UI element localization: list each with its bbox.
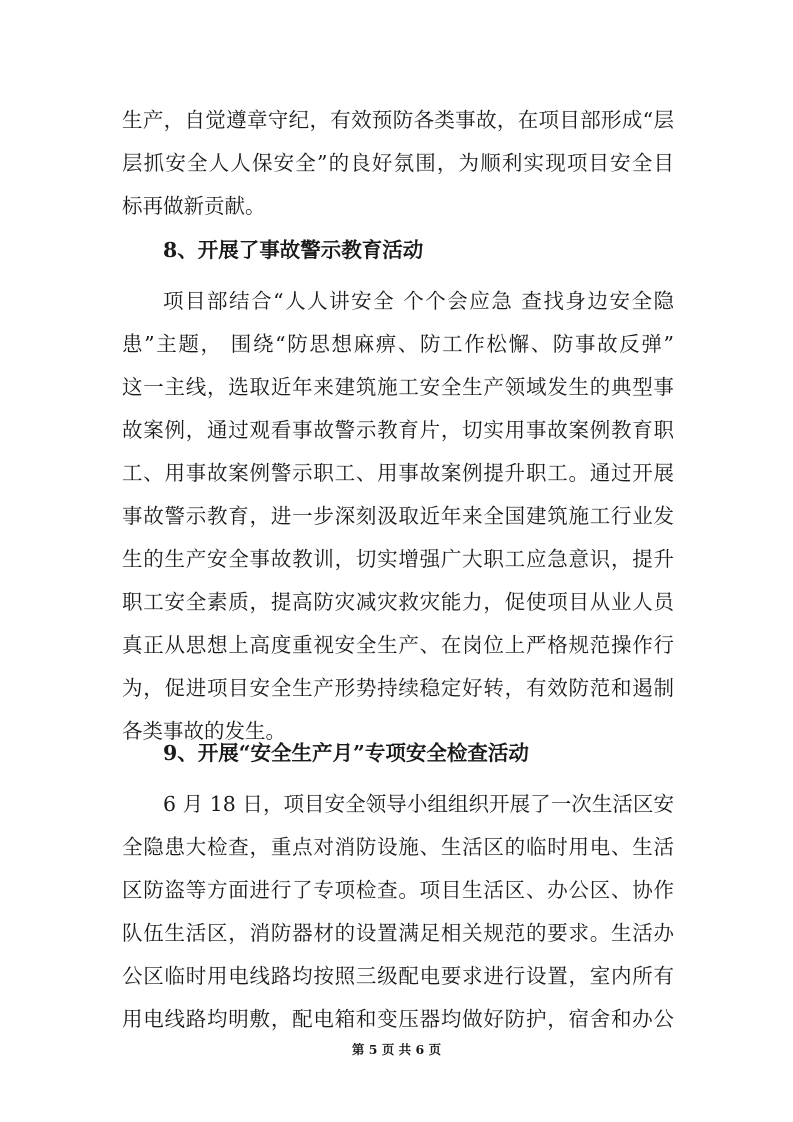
- paragraph-line: 这一主线，选取近年来建筑施工安全生产领域发生的典型事: [122, 375, 674, 399]
- paragraph-line: 生产，自觉遵章守纪，有效预防各类事故，在项目部形成“层: [122, 108, 674, 132]
- paragraph-line: 故案例，通过观看事故警示教育片，切实用事故案例教育职: [122, 418, 674, 442]
- paragraph-line: 全隐患大检查，重点对消防设施、生活区的临时用电、生活: [122, 835, 674, 859]
- paragraph-line: 生的生产安全事故教训，切实增强广大职工应急意识，提升: [122, 547, 674, 571]
- paragraph-line: 用电线路均明敷，配电箱和变压器均做好防护，宿舍和办公: [122, 1007, 674, 1031]
- paragraph-line: 区防盗等方面进行了专项检查。项目生活区、办公区、协作: [122, 878, 674, 902]
- paragraph-line: 各类事故的发生。: [122, 719, 286, 743]
- paragraph-line: 为，促进项目安全生产形势持续稳定好转，有效防范和遏制: [122, 676, 674, 700]
- paragraph-line: 6 月 18 日，项目安全领导小组组织开展了一次生活区安: [163, 792, 674, 816]
- page-number-footer: 第 5 页 共 6 页: [351, 1042, 442, 1057]
- paragraph-line: 标再做新贡献。: [122, 194, 266, 218]
- paragraph-line: 事故警示教育，进一步深刻汲取近年来全国建筑施工行业发: [122, 504, 674, 528]
- paragraph-line: 项目部结合“人人讲安全 个个会应急 查找身边安全隐: [163, 289, 674, 313]
- section-8-heading: 8、开展了事故警示教育活动: [163, 238, 424, 262]
- paragraph-line: 层抓安全人人保安全”的良好氛围，为顺利实现项目安全目: [122, 151, 674, 175]
- paragraph-line: 工、用事故案例警示职工、用事故案例提升职工。通过开展: [122, 461, 674, 485]
- paragraph-line: 职工安全素质，提高防灾减灾救灾能力，促使项目从业人员: [122, 590, 674, 614]
- paragraph-line: 公区临时用电线路均按照三级配电要求进行设置，室内所有: [122, 964, 674, 988]
- paragraph-line: 真正从思想上高度重视安全生产、在岗位上严格规范操作行: [122, 633, 674, 657]
- paragraph-line: 队伍生活区，消防器材的设置满足相关规范的要求。生活办: [122, 921, 674, 945]
- section-9-heading: 9、开展“安全生产月”专项安全检查活动: [163, 741, 529, 765]
- paragraph-line: 患”主题， 围绕“防思想麻痹、防工作松懈、防事故反弹”: [122, 332, 674, 356]
